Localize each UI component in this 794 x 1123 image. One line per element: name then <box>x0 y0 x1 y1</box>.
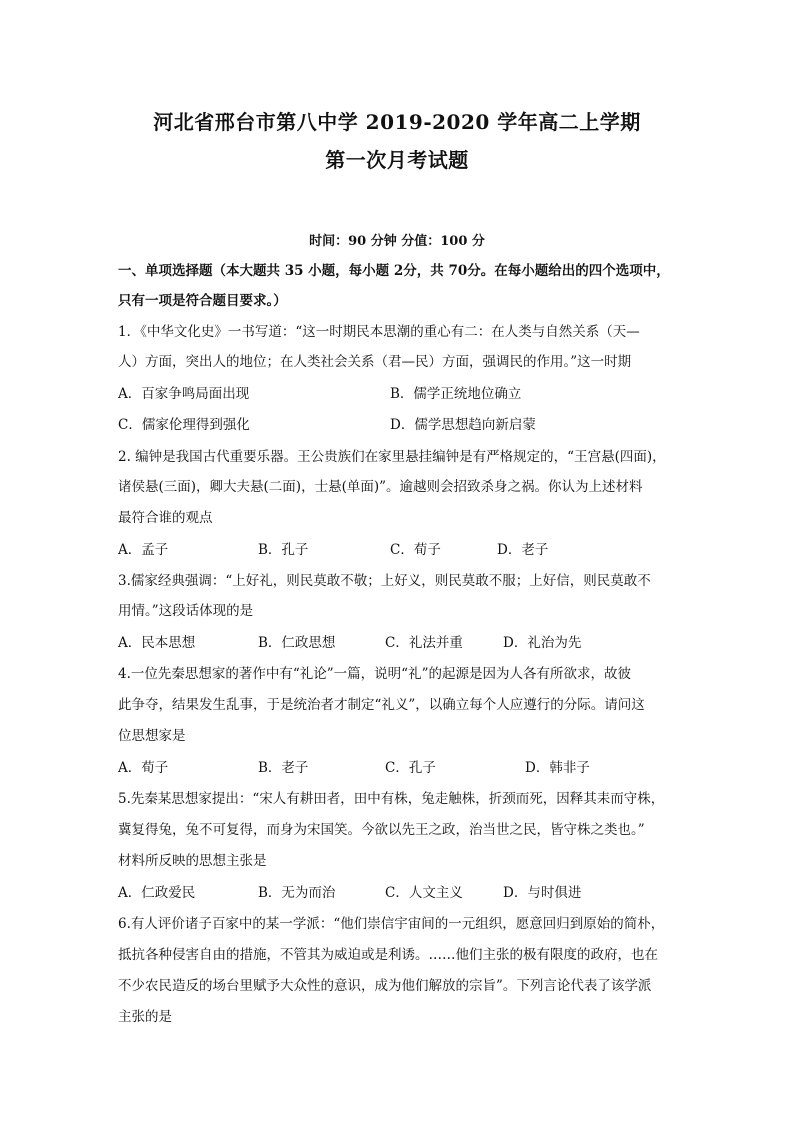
question-text-line: 3.儒家经典强调：“上好礼，则民莫敢不敬；上好义，则民莫敢不服；上好信，则民莫敢不 <box>118 573 651 589</box>
question-text-line: 4.一位先秦思想家的著作中有“礼论”一篇，说明“礼”的起源是因为人各有所欲求，故彼 <box>118 666 631 682</box>
exam-title: 河北省邢台市第八中学 2019-2020 学年高二上学期 <box>153 110 641 134</box>
option-b: B．仁政思想 <box>258 635 336 651</box>
option-b: B．儒学正统地位确立 <box>390 386 522 402</box>
option-a: A．孟子 <box>118 542 169 558</box>
option-a: A．民本思想 <box>118 635 196 651</box>
option-b: B．老子 <box>258 760 309 776</box>
exam-time-score: 时间：90 分钟 分值：100 分 <box>309 234 485 249</box>
question-text-line: 最符合谁的观点 <box>118 510 213 526</box>
option-c: C．荀子 <box>390 542 441 558</box>
question-text-line: 抵抗各种侵害自由的措施，不管其为威迫或是利诱。……他们主张的极有限度的政府，也在 <box>118 947 658 963</box>
option-a: A．仁政爱民 <box>118 885 196 901</box>
exam-subtitle: 第一次月考试题 <box>325 148 469 172</box>
section-instruction-line2: 只有一项是符合题目要求。） <box>118 293 287 309</box>
option-d: D．韩非子 <box>525 760 590 776</box>
option-d: D．与时俱进 <box>503 885 582 901</box>
option-c: C．礼法并重 <box>385 635 463 651</box>
question-text-line: 不少农民造反的场台里赋予大众性的意识，成为他们解放的宗旨”。下列言论代表了该学派 <box>118 978 652 994</box>
option-d: D．儒学思想趋向新启蒙 <box>390 417 536 433</box>
option-c: C．孔子 <box>385 760 436 776</box>
option-a: A．百家争鸣局面出现 <box>118 386 250 402</box>
option-c: C．儒家伦理得到强化 <box>118 417 250 433</box>
option-d: D．礼治为先 <box>503 635 582 651</box>
option-c: C．人文主义 <box>385 885 463 901</box>
section-instruction-line1: 一、单项选择题（本大题共 35 小题，每小题 2分，共 70分。在每小题给出的四个选项中， <box>118 263 670 279</box>
question-text-line: 1．《中华文化史》一书写道：“这一时期民本思潮的重心有二：在人类与自然关系（天— <box>118 324 640 340</box>
option-a: A．荀子 <box>118 760 169 776</box>
question-text-line: 位思想家是 <box>118 728 186 744</box>
option-d: D．老子 <box>497 542 549 558</box>
question-text-line: 材料所反映的思想主张是 <box>118 853 267 869</box>
question-text-line: 此争夺，结果发生乱事，于是统治者才制定“礼义”，以确立每个人应遵行的分际。请问这 <box>118 697 645 713</box>
question-text-line: 冀复得兔，兔不可复得，而身为宋国笑。今欲以先王之政，治当世之民，皆守株之类也。” <box>118 822 645 838</box>
question-text-line: 诸侯悬(三面)，卿大夫悬(二面)，士悬(单面)”。逾越则会招致杀身之祸。你认为上述材料 <box>118 479 643 495</box>
question-text-line: 2. 编钟是我国古代重要乐器。王公贵族们在家里悬挂编钟是有严格规定的，“王宫悬(四面)， <box>118 449 666 465</box>
question-text-line: 人）方面，突出人的地位；在人类社会关系（君—民）方面，强调民的作用。”这一时期 <box>118 354 632 370</box>
option-b: B．无为而治 <box>258 885 336 901</box>
question-text-line: 6.有人评价诸子百家中的某一学派：“他们崇信宇宙间的一元组织，愿意回归到原始的简朴， <box>118 916 665 932</box>
question-text-line: 5.先秦某思想家提出：“宋人有耕田者，田中有株，兔走触株，折颈而死，因释其耒而守株， <box>118 791 665 807</box>
question-text-line: 用情。”这段话体现的是 <box>118 603 254 619</box>
question-text-line: 主张的是 <box>118 1009 172 1025</box>
option-b: B．孔子 <box>258 542 309 558</box>
